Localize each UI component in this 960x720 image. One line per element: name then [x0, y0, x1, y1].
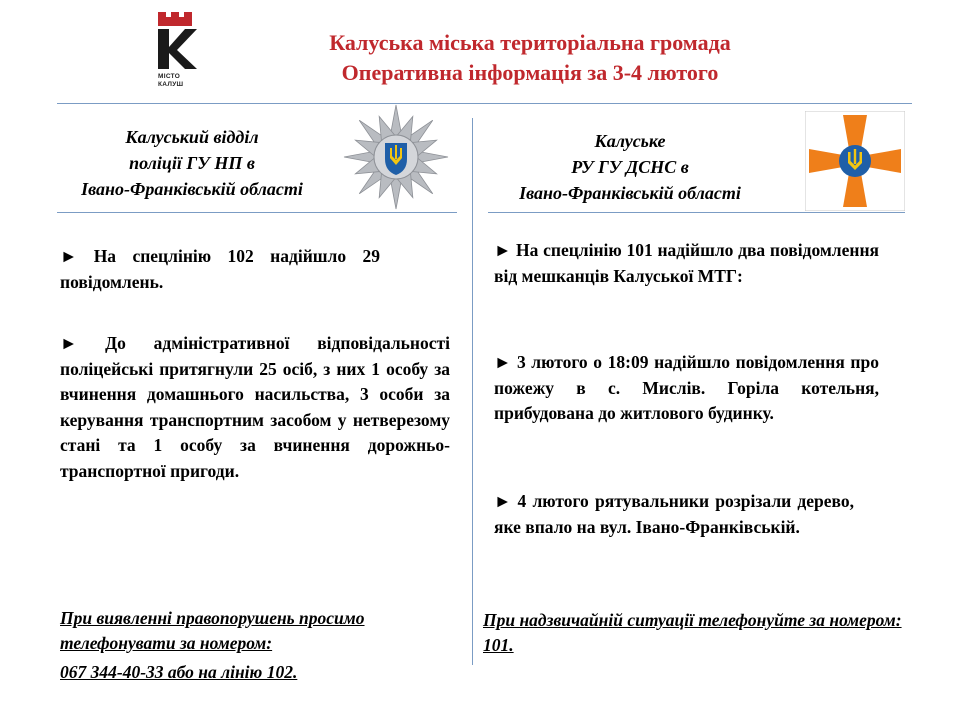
dsns-org-line-3: Івано-Франківській області [519, 183, 741, 203]
police-star-emblem-icon [343, 104, 449, 210]
police-org-line-1: Калуський відділ [125, 127, 259, 147]
police-org-line-2: поліції ГУ НП в [129, 153, 255, 173]
right-header-divider [488, 212, 905, 213]
dsns-calls-info: ► На спецлінію 101 надійшло два повідомлення від мешканців Калуської МТГ: [494, 240, 879, 286]
left-header-divider [57, 212, 457, 213]
police-admin-info: ► До адміністративної відповідальності поліцейські притягнули 25 осіб, з них 1 особу за вчинення домашнього насильства, 3 особи за керування транспортним засобом у нетверезому стані та 1 особу за вчинення дорожньо-транспортної пригоди. [60, 333, 450, 481]
police-org-line-3: Івано-Франківській області [81, 179, 303, 199]
dsns-tree-info: ► 4 лютого рятувальники розрізали дерево, яке впало на вул. Івано-Франківській. [494, 491, 854, 537]
dsns-org-line-1: Калуське [594, 131, 666, 151]
title-line-2: Оперативна інформація за 3-4 лютого [341, 60, 719, 85]
police-contact-note: При виявленні правопорушень просимо телефонувати за номером: [60, 608, 365, 653]
column-divider [472, 118, 473, 665]
page-title [260, 28, 800, 88]
police-calls-info: ► На спецлінію 102 надійшло 29 повідомлень. [60, 246, 380, 292]
dsns-contact-note: При надзвичайній ситуації телефонуйте за номером: 101. [483, 610, 902, 655]
top-divider [57, 103, 912, 104]
title-line-1: Калуська міська територіальна громада [329, 30, 731, 55]
dsns-org-name [490, 128, 770, 206]
police-org-name [57, 124, 327, 202]
dsns-org-line-2: РУ ГУ ДСНС в [571, 157, 689, 177]
dsns-fire-info: ► 3 лютого о 18:09 надійшло повідомлення про пожежу в с. Мислів. Горіла котельня, прибудована до житлового будинку. [494, 352, 879, 423]
dsns-cross-emblem-icon [805, 111, 905, 211]
logo-caption: МІСТО КАЛУШ [158, 73, 184, 88]
police-contact-phone: 067 344-40-33 або на лінію 102. [60, 662, 298, 682]
